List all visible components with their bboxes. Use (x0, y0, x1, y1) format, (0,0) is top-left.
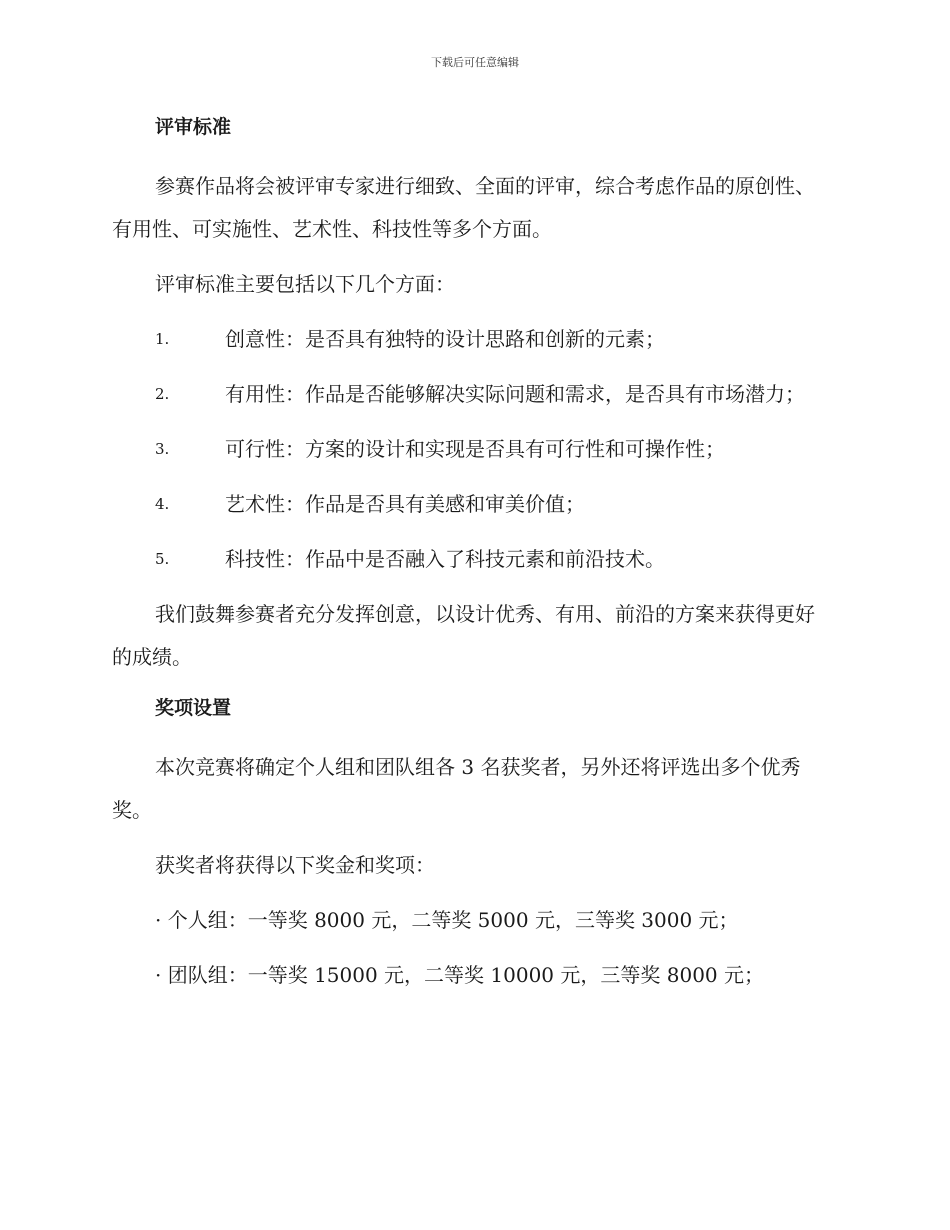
list-number: 5. (155, 550, 170, 568)
criteria-list-item (112, 483, 832, 526)
paragraph-review-intro: 参赛作品将会被评审专家进行细致、全面的评审，综合考虑作品的原创性、有用性、可实施性、艺术性、科技性等多个方面。 (112, 174, 815, 241)
prize-bullet-individual: · 个人组：一等奖 8000 元，二等奖 5000 元，三等奖 3000 元； (155, 908, 739, 932)
list-item-text: 可行性：方案的设计和实现是否具有可行性和可操作性； (225, 437, 725, 461)
criteria-list-item (112, 318, 832, 361)
prize-bullet-team: · 团队组：一等奖 15000 元，二等奖 10000 元，三等奖 8000 元； (155, 963, 765, 987)
section-heading-review-criteria: 评审标准 (155, 116, 232, 138)
list-number: 2. (155, 385, 170, 403)
header-note: 下载后可任意编辑 (431, 56, 519, 69)
criteria-list-item (112, 538, 832, 581)
paragraph-criteria-intro: 评审标准主要包括以下几个方面： (155, 272, 455, 296)
list-number: 1. (155, 330, 170, 348)
paragraph-prizes-intro: 获奖者将获得以下奖金和奖项： (155, 853, 435, 877)
list-number: 4. (155, 495, 170, 513)
list-item-text: 艺术性：作品是否具有美感和审美价值； (225, 492, 585, 516)
list-item-text: 有用性：作品是否能够解决实际问题和需求，是否具有市场潜力； (225, 382, 805, 406)
list-number: 3. (155, 440, 170, 458)
section-heading-awards: 奖项设置 (155, 697, 232, 719)
criteria-list-item (112, 428, 832, 471)
document-body (112, 110, 832, 1009)
paragraph-closing: 我们鼓舞参赛者充分发挥创意，以设计优秀、有用、前沿的方案来获得更好的成绩。 (112, 602, 815, 669)
list-item-text: 创意性：是否具有独特的设计思路和创新的元素； (225, 327, 665, 351)
criteria-list-item (112, 373, 832, 416)
paragraph-awards-intro: 本次竞赛将确定个人组和团队组各 3 名获奖者，另外还将评选出多个优秀奖。 (112, 755, 801, 822)
list-item-text: 科技性：作品中是否融入了科技元素和前沿技术。 (225, 547, 665, 571)
